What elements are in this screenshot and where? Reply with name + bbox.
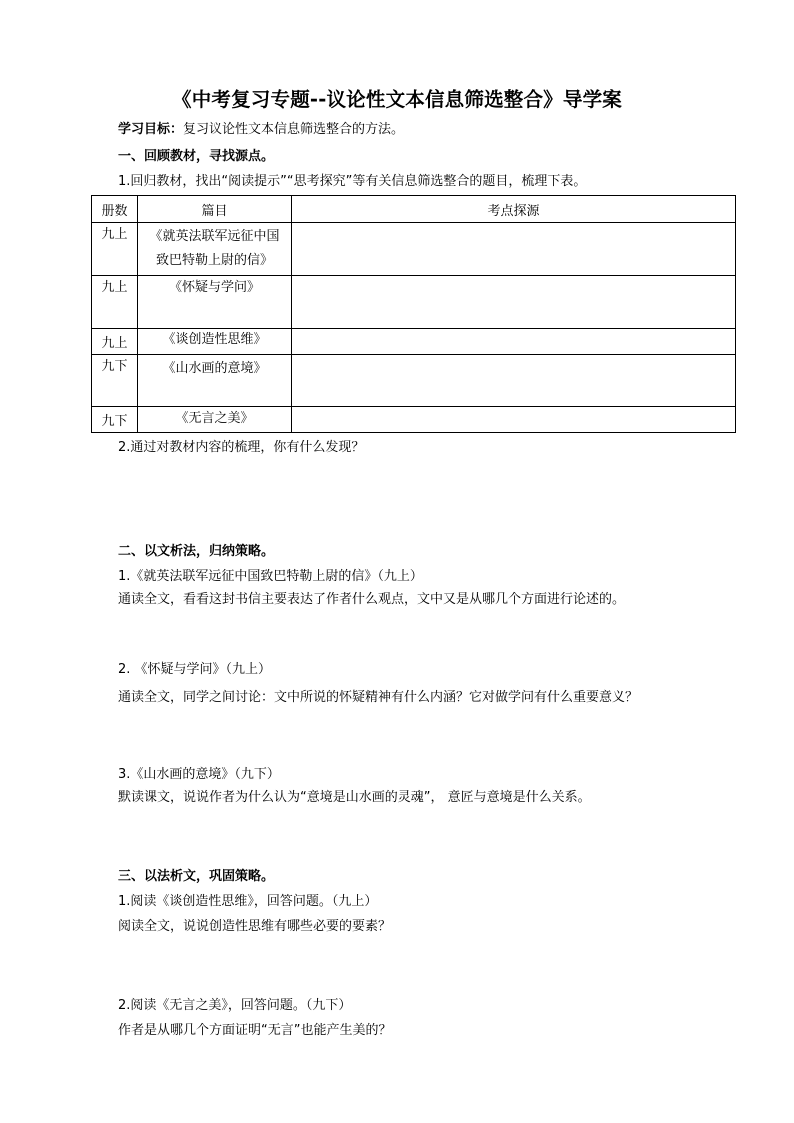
table-row — [92, 355, 736, 407]
table-header-source: 考点探源 — [292, 196, 736, 223]
section1-question-1: 1.回归教材，找出“阅读提示”“思考探究”等有关信息筛选整合的题目，梳理下表。 — [118, 174, 587, 189]
learning-goal — [118, 121, 404, 139]
section2-item3-question: 默读课文，说说作者为什么认为“意境是山水画的灵魂”， 意匠与意境是什么关系。 — [118, 790, 591, 805]
table-header-row — [92, 196, 736, 223]
table-cell-book: 九下 — [92, 355, 138, 407]
table-row — [92, 407, 736, 433]
learning-goal-label: 学习目标： — [118, 122, 184, 137]
section2-item3-title: 3.《山水画的意境》（九下） — [118, 767, 280, 782]
document-title: 《中考复习专题--议论性文本信息筛选整合》导学案 — [172, 88, 622, 111]
table-cell-title: 《无言之美》 — [138, 407, 292, 433]
section1-heading: 一、回顾教材，寻找源点。 — [118, 149, 275, 164]
section2-item1-title: 1.《就英法联军远征中国致巴特勒上尉的信》（九上） — [118, 569, 423, 584]
table-cell-title — [138, 223, 292, 276]
table-row — [92, 223, 736, 276]
table-cell-title-line1: 《就英法联军远征中国 — [149, 229, 280, 244]
section2-item2-title: 2. 《怀疑与学问》（九上） — [118, 662, 272, 677]
table-cell-source[interactable] — [292, 355, 736, 407]
learning-goal-text: 复习议论性文本信息筛选整合的方法。 — [183, 122, 405, 137]
table-cell-book: 九下 — [92, 407, 138, 433]
table-cell-title: 《谈创造性思维》 — [138, 329, 292, 355]
table-cell-source[interactable] — [292, 329, 736, 355]
section3-item1-title: 1.阅读《谈创造性思维》，回答问题。（九上） — [118, 894, 378, 909]
table-cell-title: 《怀疑与学问》 — [138, 276, 292, 329]
table-header-book: 册数 — [92, 196, 138, 223]
table-cell-title: 《山水画的意境》 — [138, 355, 292, 407]
section2-item2-question: 通读全文，同学之间讨论：文中所说的怀疑精神有什么内涵？它对做学问有什么重要意义？ — [118, 690, 639, 705]
table-cell-book: 九上 — [92, 329, 138, 355]
section1-question-2: 2.通过对教材内容的梳理，你有什么发现？ — [118, 440, 365, 455]
table-cell-book: 九上 — [92, 223, 138, 276]
table-row — [92, 329, 736, 355]
table-cell-title-line2: 致巴特勒上尉的信》 — [155, 253, 273, 268]
table-cell-book: 九上 — [92, 276, 138, 329]
section3-heading: 三、以法析文，巩固策略。 — [118, 869, 275, 884]
table-cell-source[interactable] — [292, 407, 736, 433]
section2-item1-question: 通读全文，看看这封书信主要表达了作者什么观点，文中又是从哪几个方面进行论述的。 — [118, 592, 626, 607]
section3-item1-question: 阅读全文，说说创造性思维有哪些必要的要素？ — [118, 919, 392, 934]
section3-item2-question: 作者是从哪几个方面证明“无言”也能产生美的？ — [118, 1023, 392, 1038]
table-row — [92, 276, 736, 329]
table-header-title: 篇目 — [138, 196, 292, 223]
table-cell-source[interactable] — [292, 223, 736, 276]
table-cell-source[interactable] — [292, 276, 736, 329]
section3-item2-title: 2.阅读《无言之美》，回答问题。（九下） — [118, 998, 352, 1013]
source-table — [91, 195, 736, 433]
section2-heading: 二、以文析法，归纳策略。 — [118, 544, 275, 559]
